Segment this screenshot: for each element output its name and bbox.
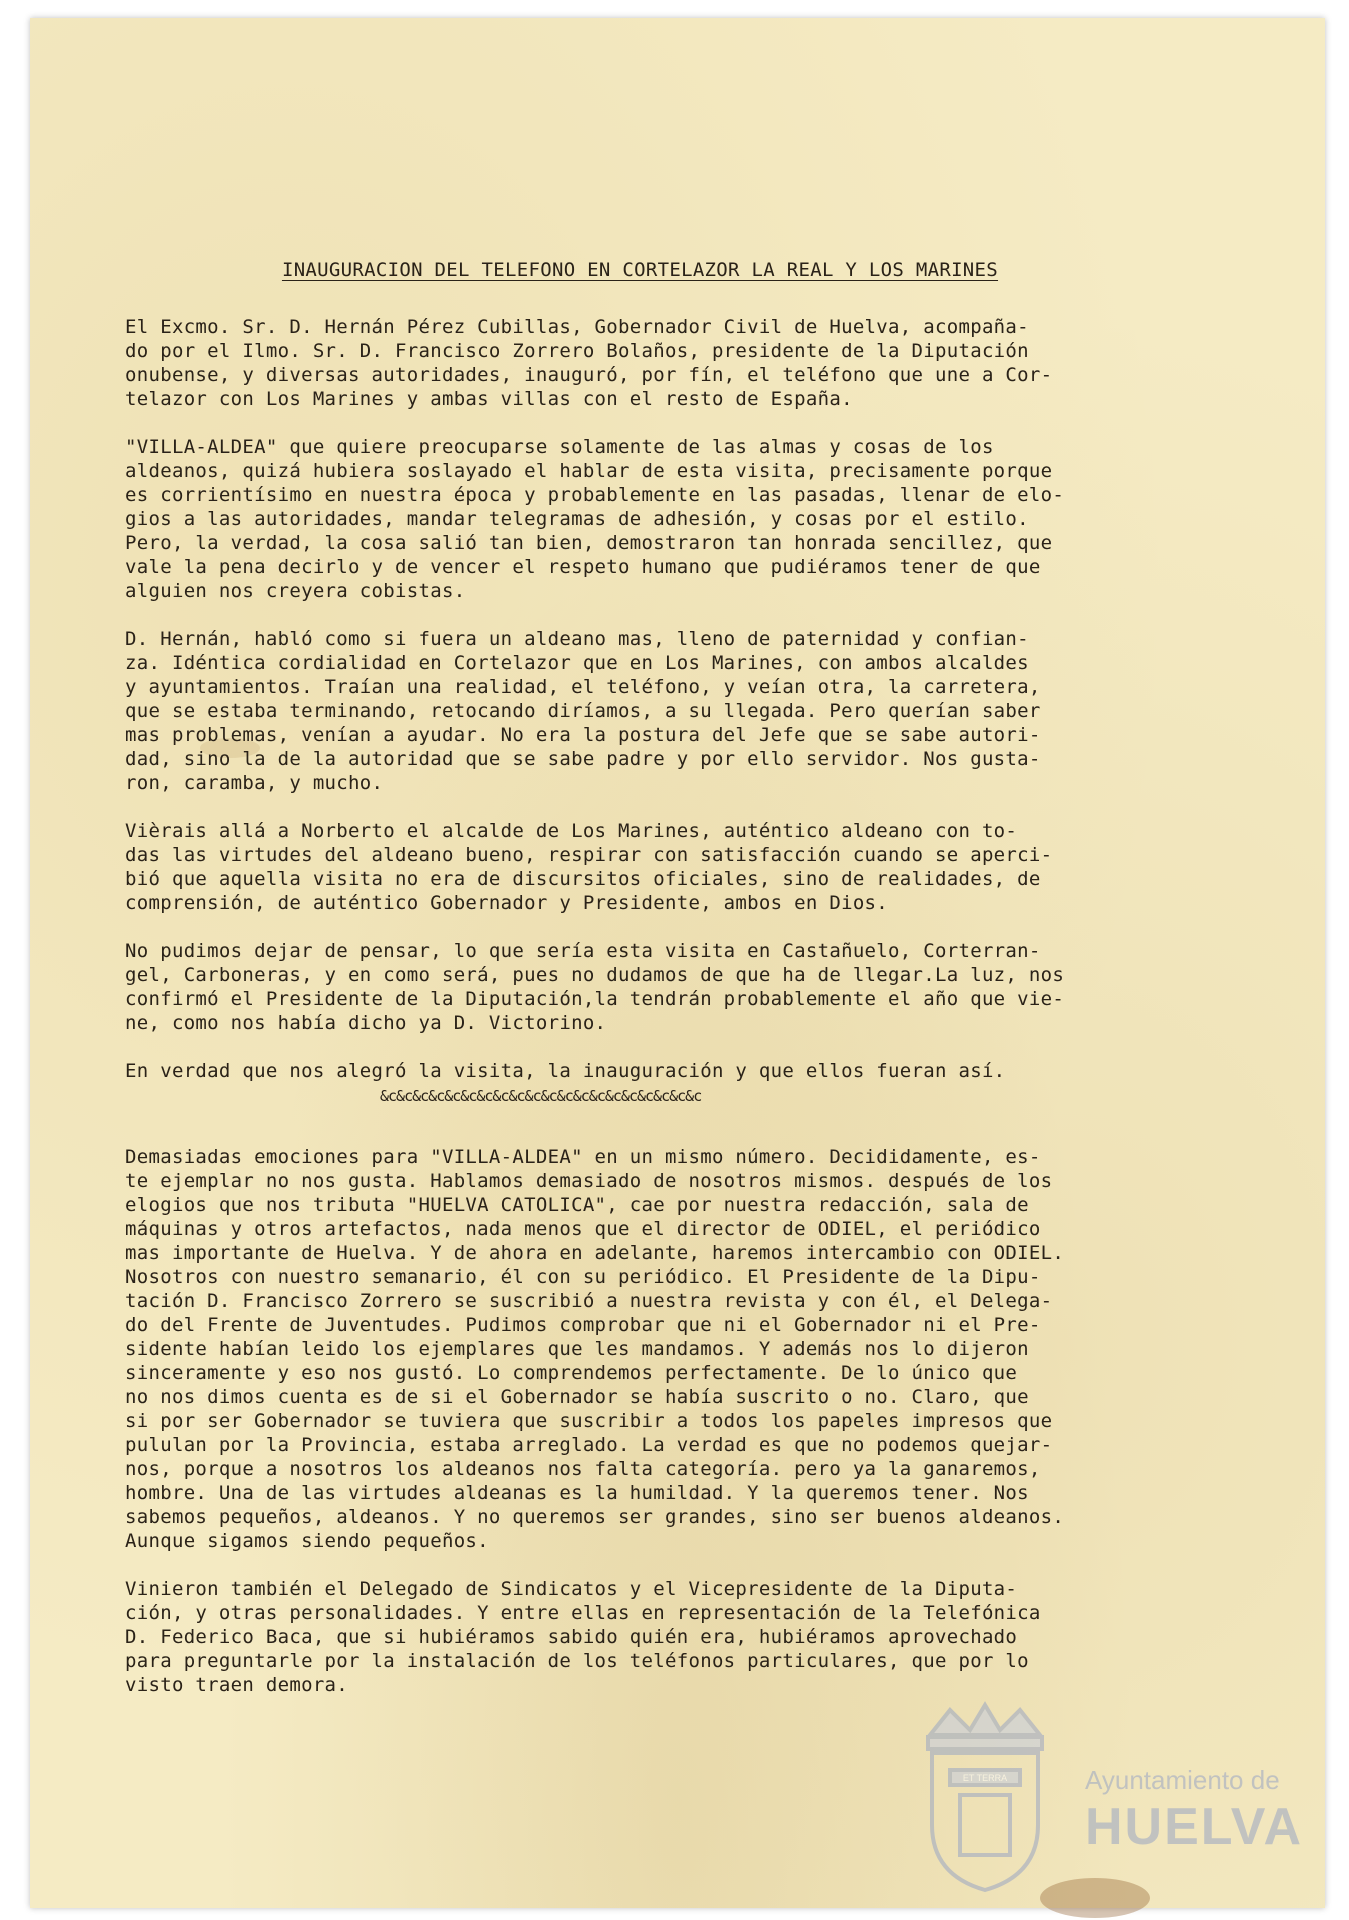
document-body [125,315,1255,1721]
paragraph-5: No pudimos dejar de pensar, lo que sería esta visita en Castañuelo, Corterran- gel, Carboneras, y en como será, pues no dudamos de que ha de llegar.La luz, nos confirmó el Presidente de la Diputación,la tendrán probablemente el año que vie- ne, como nos había dicho ya D. Victorino. [125,940,1065,1034]
paragraph-7: Demasiadas emociones para "VILLA-ALDEA" en un mismo número. Decididamente, es- te ejemplar no nos gusta. Hablamos demasiado de nosotros mismos. después de los elogios que nos tributa "HUELVA CATOLICA", cae por nuestra redacción, sala de máquinas y otros artefactos, nada menos que el director de ODIEL, el periódico mas importante de Huelva. Y de ahora en adelante, haremos intercambio con ODIEL. Nosotros con nuestro semanario, él con su periódico. El Presidente de la Dipu- tación D. Francisco Zorrero se suscribió a nuestra revista y con él, el Delega- do del Frente de Juventudes. Pudimos comprobar que ni el Gobernador ni el Pre- sidente habían leido los ejemplares que les mandamos. Y además nos lo dijeron sinceramente y eso nos gustó. Lo comprendemos perfectamente. De lo único que no nos dimos cuenta es de si el Gobernador se había suscrito o no. Claro, que si por ser Gobernador se tuviera que suscribir a todos los papeles impresos que pululan por la Provincia, estaba arreglado. La verdad es que no podemos quejar- nos, porque a nosotros los aldeanos nos falta categoría. pero ya la ganaremos, hombre. Una de las virtudes aldeanas es la humildad. Y la queremos tener. Nos sabemos pequeños, aldeanos. Y no queremos ser grandes, sino ser buenos aldeanos. Aunque sigamos siendo pequeños. [125,1146,1065,1552]
paragraph-6: En verdad que nos alegró la visita, la inauguración y que ellos fueran así. [125,1060,1006,1082]
document-title: INAUGURACION DEL TELEFONO EN CORTELAZOR LA REAL Y LOS MARINES [281,259,999,281]
crest-icon [900,1695,1070,1895]
watermark-seal [900,1695,1304,1895]
paragraph-4: Vièrais allá a Norberto el alcalde de Los Marines, auténtico aldeano con to- das las virtudes del aldeano bueno, respirar con satisfacción cuando se aperci- bió que aquella visita no era de discursitos oficiales, sino de realidades, de comprensión, de auténtico Gobernador y Presidente, ambos en Dios. [125,820,1053,914]
watermark-line-1: Ayuntamiento de [1085,1765,1280,1795]
watermark-line-2: HUELVA [1085,1798,1304,1856]
crest-ribbon-text: ET TERRA [962,1773,1008,1783]
paragraph-1: El Excmo. Sr. D. Hernán Pérez Cubillas, Gobernador Civil de Huelva, acompaña- do por el Ilmo. Sr. D. Francisco Zorrero Bolaños, presidente de la Diputación onubense, y diversas autoridades, inauguró, por fín, el teléfono que une a Cor- telazor con Los Marines y ambas villas con el resto de España. [125,316,1053,410]
paragraph-2: "VILLA-ALDEA" que quiere preocuparse solamente de las almas y cosas de los aldeanos, quizá hubiera soslayado el hablar de esta visita, precisamente porque es corrientísimo en nuestra época y probablemente en las pasadas, llenar de elo- gios a las autoridades, mandar telegramas de adhesión, y cosas por el estilo. Pero, la verdad, la cosa salió tan bien, demostraron tan honrada sencillez, que vale la pena decirlo y de vencer el respeto humano que pudiéramos tener de que alguien nos creyera cobistas. [125,436,1065,602]
paragraph-8: Vinieron también el Delegado de Sindicatos y el Vicepresidente de la Diputa- ción, y otras personalidades. Y entre ellas en representación de la Telefónica D. Federico Baca, que si hubiéramos sabido quién era, hubiéramos aprovechado para preguntarle por la instalación de los teléfonos particulares, que por lo visto traen demora. [125,1578,1041,1696]
paragraph-3: D. Hernán, habló como si fuera un aldeano mas, lleno de paternidad y confian- za. Idéntica cordialidad en Cortelazor que en Los Marines, con ambos alcaldes y ayuntamientos. Traían una realidad, el teléfono, y veían otra, la carretera, que se estaba terminando, retocando diríamos, a su llegada. Pero querían saber mas problemas, venían a ayudar. No era la postura del Jefe que se sabe autori- dad, sino la de la autoridad que se sabe padre y por ello servidor. Nos gusta- ron, caramba, y mucho. [125,628,1041,794]
section-divider-ornament: &c&c&c&c&c&c&c&c&c&c&c&c&c&c&c&c&c&c&c&c [380,1087,702,1105]
